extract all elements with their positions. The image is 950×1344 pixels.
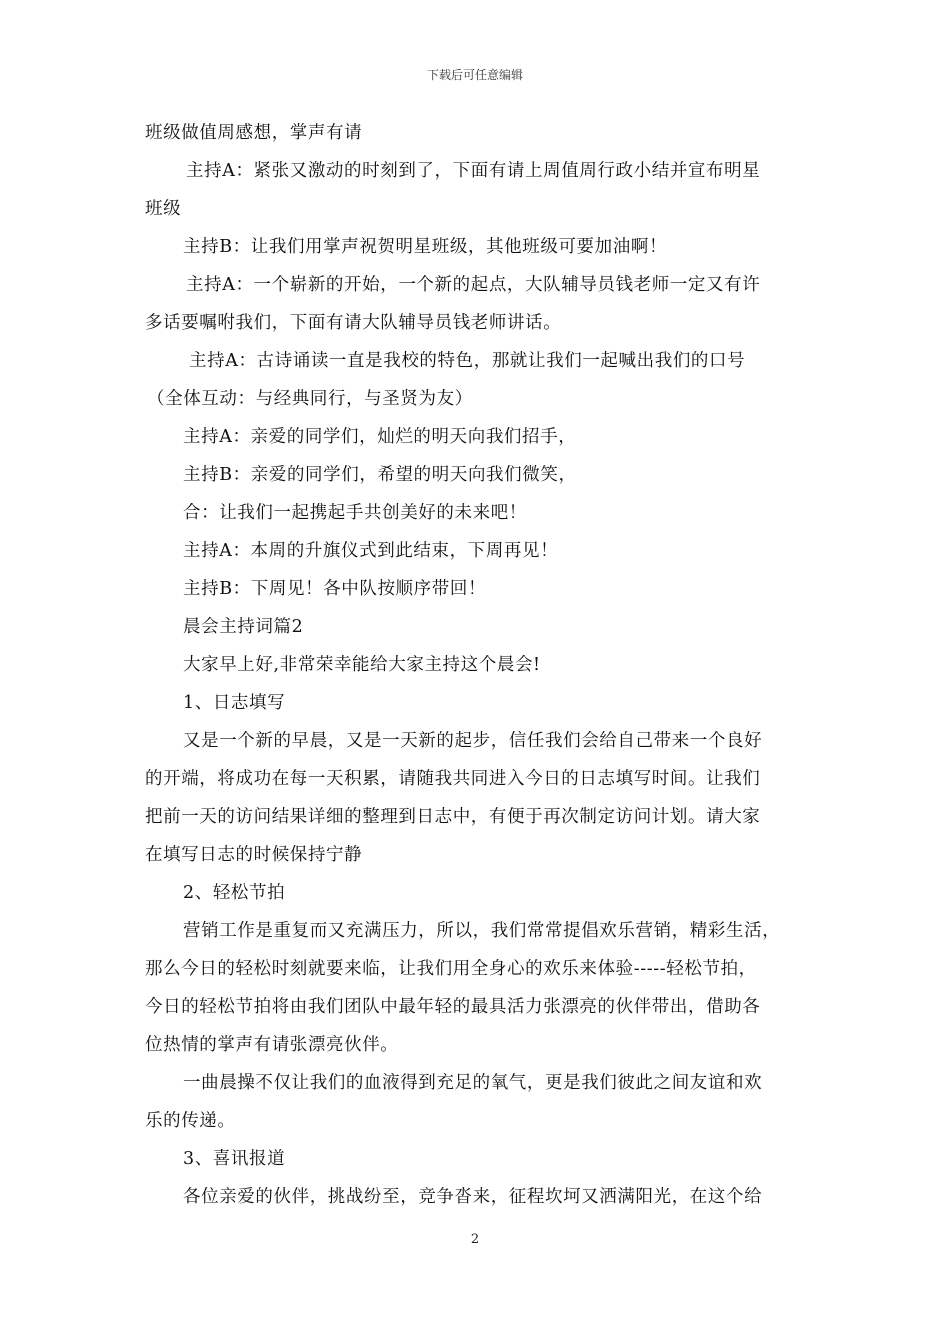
text-line: 各位亲爱的伙伴，挑战纷至，竞争沓来，征程坎坷又洒满阳光，在这个给 bbox=[183, 1187, 763, 1207]
text-line: 主持A：本周的升旗仪式到此结束，下周再见！ bbox=[183, 541, 559, 561]
text-line: 一曲晨操不仅让我们的血液得到充足的氧气，更是我们彼此之间友谊和欢 bbox=[183, 1073, 763, 1093]
text-line: 营销工作是重复而又充满压力，所以，我们常常提倡欢乐营销，精彩生活， bbox=[183, 921, 781, 941]
text-line: 主持B：亲爱的同学们，希望的明天向我们微笑， bbox=[183, 465, 577, 485]
text-line: 班级做值周感想，掌声有请 bbox=[145, 123, 363, 143]
section-title: 晨会主持词篇2 bbox=[183, 617, 304, 637]
text-line: 把前一天的访问结果详细的整理到日志中，有便于再次制定访问计划。请大家 bbox=[145, 807, 761, 827]
text-line: 主持A：一个崭新的开始，一个新的起点，大队辅导员钱老师一定又有许 bbox=[186, 275, 761, 295]
text-line: 位热情的掌声有请张漂亮伙伴。 bbox=[145, 1035, 399, 1055]
text-line: 多话要嘱咐我们，下面有请大队辅导员钱老师讲话。 bbox=[145, 313, 562, 333]
text-line: 今日的轻松节拍将由我们团队中最年轻的最具活力张漂亮的伙伴带出，借助各 bbox=[145, 997, 761, 1017]
text-line: 合：让我们一起携起手共创美好的未来吧！ bbox=[183, 503, 527, 523]
section-heading: 1、日志填写 bbox=[183, 693, 286, 713]
text-line: 又是一个新的早晨，又是一天新的起步，信任我们会给自己带来一个良好 bbox=[183, 731, 763, 751]
page-number: 2 bbox=[470, 1232, 480, 1247]
text-line: 乐的传递。 bbox=[145, 1111, 236, 1131]
text-line: 在填写日志的时候保持宁静 bbox=[145, 845, 363, 865]
text-line: 主持A：古诗诵读一直是我校的特色，那就让我们一起喊出我们的口号 bbox=[189, 351, 746, 371]
section-heading: 3、喜讯报道 bbox=[183, 1149, 286, 1169]
text-line: （全体互动：与经典同行，与圣贤为友） bbox=[147, 389, 473, 409]
text-line: 主持B：让我们用掌声祝贺明星班级，其他班级可要加油啊！ bbox=[183, 237, 668, 257]
section-heading: 2、轻松节拍 bbox=[183, 883, 286, 903]
text-line: 的开端，将成功在每一天积累，请随我共同进入今日的日志填写时间。让我们 bbox=[145, 769, 761, 789]
text-line: 主持A：紧张又激动的时刻到了，下面有请上周值周行政小结并宣布明星 bbox=[186, 161, 761, 181]
text-line: 大家早上好,非常荣幸能给大家主持这个晨会! bbox=[183, 655, 541, 675]
document-body bbox=[145, 124, 810, 1226]
text-line: 主持B：下周见！各中队按顺序带回！ bbox=[183, 579, 487, 599]
text-line: 班级 bbox=[145, 199, 182, 219]
text-line: 那么今日的轻松时刻就要来临，让我们用全身心的欢乐来体验-----轻松节拍， bbox=[145, 959, 757, 979]
page-header: 下载后可任意编辑 bbox=[426, 68, 523, 82]
text-line: 主持A：亲爱的同学们，灿烂的明天向我们招手， bbox=[183, 427, 577, 447]
